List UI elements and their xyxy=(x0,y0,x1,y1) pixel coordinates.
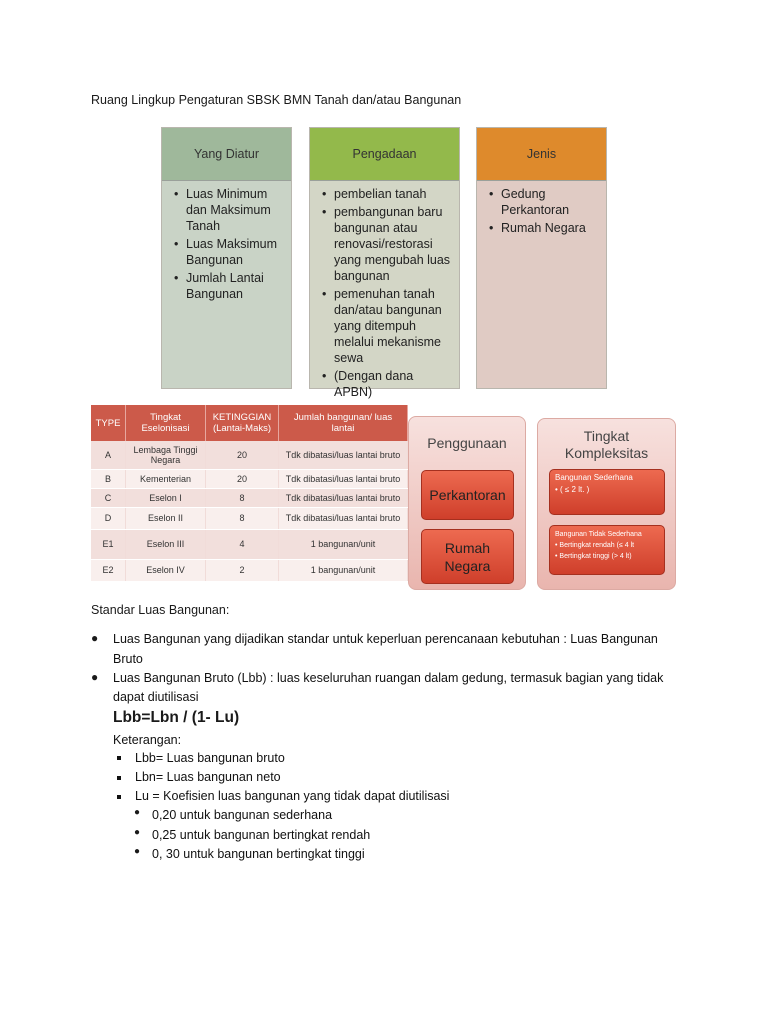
table-cell: Eselon III xyxy=(126,529,206,559)
bullet-icon: ● xyxy=(134,846,141,857)
list-item: • pemenuhan tanah dan/atau bangunan yang ditempuh melalui mekanisme sewa xyxy=(334,286,453,366)
square-bullet-icon xyxy=(117,795,121,799)
table-cell: Tdk dibatasi/luas lantai bruto xyxy=(279,441,408,469)
kompleksitas-panel xyxy=(537,418,676,590)
penggunaan-title: Penggunaan xyxy=(427,435,507,451)
table-cell: Kementerian xyxy=(126,469,206,488)
bullet-text: dapat diutilisasi xyxy=(113,690,199,704)
kompleksitas-title: Tingkat Kompleksitas xyxy=(564,428,649,461)
table-cell: 8 xyxy=(206,507,279,529)
table-header: Jumlah bangunan/ luas lantai xyxy=(279,405,408,441)
list-item: • Bertingkat tinggi (> 4 lt) xyxy=(555,553,632,560)
box-heading: Bangunan Tidak Sederhana xyxy=(555,531,642,538)
list-item: • Luas Maksimum Bangunan xyxy=(186,236,285,268)
box-heading: Bangunan Sederhana xyxy=(555,473,633,482)
list-item: • (Dengan dana APBN) xyxy=(334,368,453,400)
definition-item: Lbn= Luas bangunan neto xyxy=(135,770,281,784)
list-item: • Luas Minimum dan Maksimum Tanah xyxy=(186,186,285,234)
list-item: • Bertingkat rendah (≤ 4 lt xyxy=(555,542,635,549)
list-item: • ( ≤ 2 lt. ) xyxy=(555,485,590,494)
table-row xyxy=(91,529,408,559)
table-cell: Tdk dibatasi/luas lantai bruto xyxy=(279,488,408,507)
definition-item: Lbb= Luas bangunan bruto xyxy=(135,751,285,765)
table-cell: 1 bangunan/unit xyxy=(279,559,408,581)
section-heading: Standar Luas Bangunan: xyxy=(91,603,230,617)
table-cell: A xyxy=(91,441,126,469)
lu-value-item: 0, 30 untuk bangunan bertingkat tinggi xyxy=(152,847,365,861)
table-row xyxy=(91,441,408,469)
eselon-table xyxy=(91,405,408,582)
list-item: • Jumlah Lantai Bangunan xyxy=(186,270,285,302)
square-bullet-icon xyxy=(117,776,121,780)
rumah-negara-label: Rumah Negara xyxy=(444,539,491,574)
perkantoran-box xyxy=(421,470,514,520)
table-header: KETINGGIAN (Lantai-Maks) xyxy=(206,405,279,441)
table-cell: 2 xyxy=(206,559,279,581)
list-item: • pembelian tanah xyxy=(334,186,453,202)
bangunan-sederhana-box xyxy=(549,469,665,515)
bullet-text: Luas Bangunan yang dijadikan standar untuk keperluan perencanaan kebutuhan : Luas Bangunan xyxy=(113,632,658,646)
table-row xyxy=(91,559,408,581)
list-item: • Gedung Perkantoran xyxy=(501,186,600,218)
bullet-icon: ● xyxy=(91,631,99,645)
table-cell: 20 xyxy=(206,469,279,488)
formula: Lbb=Lbn / (1- Lu) xyxy=(113,709,240,726)
bullet-icon: ● xyxy=(134,807,141,818)
card-yang-diatur xyxy=(161,127,292,389)
table-row xyxy=(91,507,408,529)
table-cell: E2 xyxy=(91,559,126,581)
table-cell: Tdk dibatasi/luas lantai bruto xyxy=(279,507,408,529)
bullet-icon: ● xyxy=(134,827,141,838)
keterangan-label: Keterangan: xyxy=(113,733,182,747)
penggunaan-panel xyxy=(408,416,526,590)
card-jenis xyxy=(476,127,607,389)
table-cell: 8 xyxy=(206,488,279,507)
table-cell: Eselon II xyxy=(126,507,206,529)
square-bullet-icon xyxy=(117,756,121,760)
table-row xyxy=(91,488,408,507)
table-cell: C xyxy=(91,488,126,507)
card-pengadaan xyxy=(309,127,460,399)
card-heading: Yang Diatur xyxy=(162,128,291,181)
table-row xyxy=(91,469,408,488)
page-title: Ruang Lingkup Pengaturan SBSK BMN Tanah dan/atau Bangunan xyxy=(91,93,462,107)
table-cell: E1 xyxy=(91,529,126,559)
lu-value-item: 0,20 untuk bangunan sederhana xyxy=(152,808,333,822)
table-cell: 4 xyxy=(206,529,279,559)
table-cell: Lembaga Tinggi Negara xyxy=(126,441,206,469)
bullet-icon: ● xyxy=(91,670,99,684)
table-cell: Eselon I xyxy=(126,488,206,507)
definition-item: Lu = Koefisien luas bangunan yang tidak dapat diutilisasi xyxy=(135,789,450,803)
table-cell: 1 bangunan/unit xyxy=(279,529,408,559)
bullet-text: Luas Bangunan Bruto (Lbb) : luas keseluruhan ruangan dalam gedung, termasuk bagian yang tidak xyxy=(113,671,664,685)
rumah-negara-box xyxy=(421,529,514,584)
table-cell: 20 xyxy=(206,441,279,469)
table-cell: Tdk dibatasi/luas lantai bruto xyxy=(279,469,408,488)
list-item: • Rumah Negara xyxy=(501,220,600,236)
table-header-row xyxy=(91,405,408,441)
table-cell: B xyxy=(91,469,126,488)
table-header: TYPE xyxy=(91,405,126,441)
card-heading: Jenis xyxy=(477,128,606,181)
card-heading: Pengadaan xyxy=(310,128,459,181)
lu-value-item: 0,25 untuk bangunan bertingkat rendah xyxy=(152,828,371,842)
table-cell: Eselon IV xyxy=(126,559,206,581)
bullet-text: Bruto xyxy=(113,652,143,666)
table-header: Tingkat Eselonisasi xyxy=(126,405,206,441)
table-cell: D xyxy=(91,507,126,529)
perkantoran-label: Perkantoran xyxy=(429,487,506,503)
bangunan-tidak-sederhana-box xyxy=(549,525,665,575)
list-item: • pembangunan baru bangunan atau renovasi/restorasi yang mengubah luas bangunan xyxy=(334,204,453,284)
